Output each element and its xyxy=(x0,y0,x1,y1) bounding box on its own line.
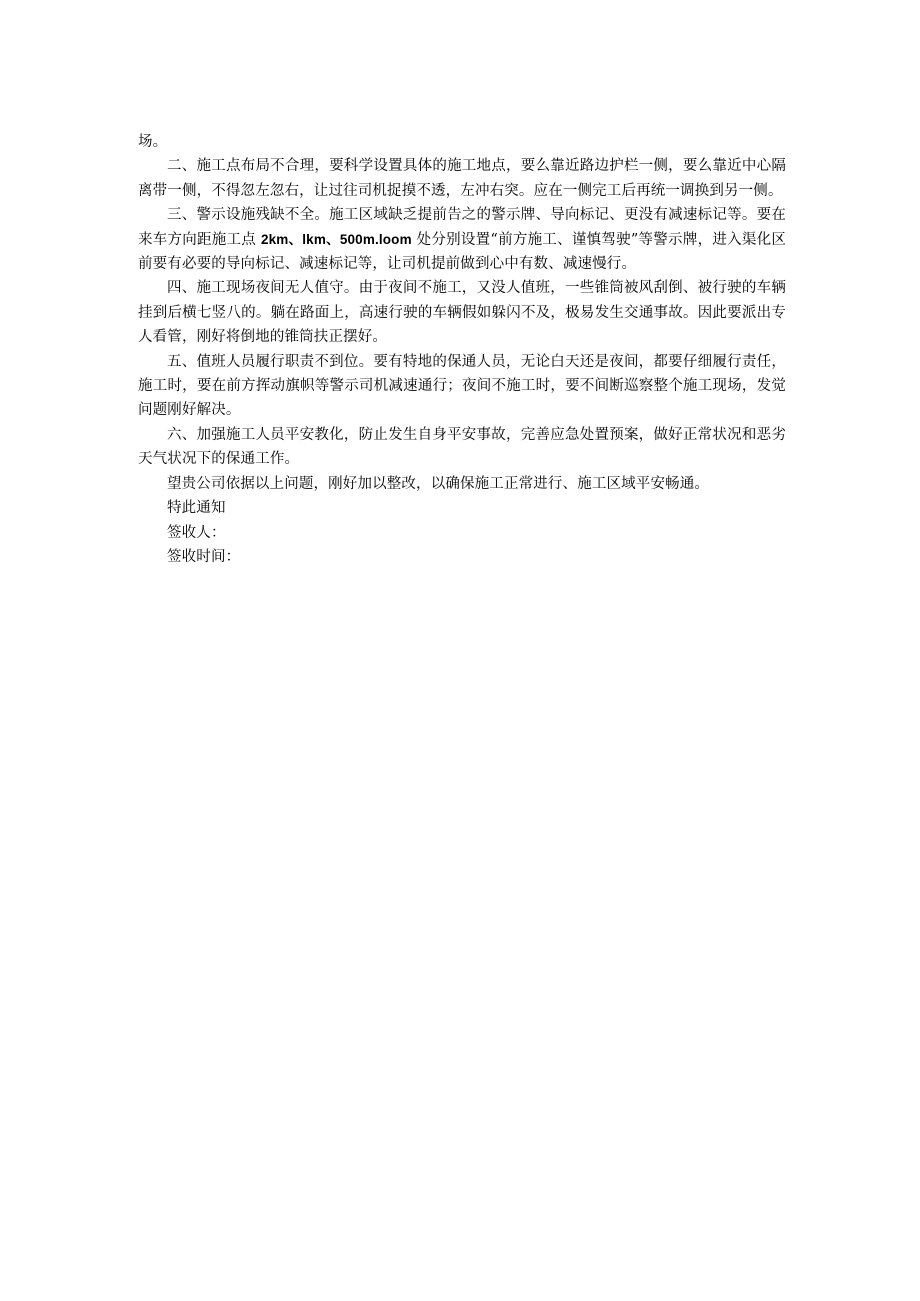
paragraph-item-6-safety-education: 六、加强施工人员平安教化，防止发生自身平安事故，完善应急处置预案，做好正常状况和恶劣天气状况下的保通工作。 xyxy=(138,426,786,468)
paragraph-item-3-part-1: 三、警示设施残缺不全。施工区域缺乏提前告之的警示牌、导向标记、更没有减速标记等。要在来车方向距施工点 xyxy=(138,207,786,248)
paragraph-continuation: 场。 xyxy=(138,134,168,150)
paragraph-request: 望贵公司依据以上问题，刚好加以整改，以确保施工正常进行、施工区域平安畅通。 xyxy=(167,475,710,492)
paragraph-item-4-night-watch: 四、施工现场夜间无人值守。由于夜间不施工，又没人值班，一些锥筒被风刮倒、被行驶的车辆挂到后横七竖八的。躺在路面上，高速行驶的车辆假如躲闪不及，极易发生交通事故。因此要派出专人看管，刚好将倒地的锥筒扶正摆好。 xyxy=(138,280,786,346)
distance-values: 2km、lkm、500m.loom xyxy=(260,231,412,247)
document-body xyxy=(138,130,786,569)
signatory-line: 签收人： xyxy=(167,524,226,541)
paragraph-item-3-part-2: 处分别设置“前方施工、谨慎驾驶”等警示牌，进入渠化区前要有必要的导向标记、减速标记等，让司机提前做到心中有数、减速慢行。 xyxy=(138,231,787,273)
paragraph-item-3-warning-signs xyxy=(138,203,786,276)
paragraph-item-2-layout: 二、施工点布局不合理，要科学设置具体的施工地点，要么靠近路边护栏一侧，要么靠近中心隔离带一侧，不得忽左忽右，让过往司机捉摸不透，左冲右突。应在一侧完工后再统一调换到另一侧。 xyxy=(138,158,786,199)
paragraph-notice: 特此通知 xyxy=(167,500,226,517)
paragraph-item-5-duty-staff: 五、值班人员履行职责不到位。要有特地的保通人员，无论白天还是夜间，都要仔细履行责任，施工时，要在前方挥动旗帜等警示司机减速通行；夜间不施工时，要不间断巡察整个施工现场，发觉问题刚好解决。 xyxy=(138,353,786,419)
sign-time-line: 签收时间： xyxy=(167,548,241,565)
